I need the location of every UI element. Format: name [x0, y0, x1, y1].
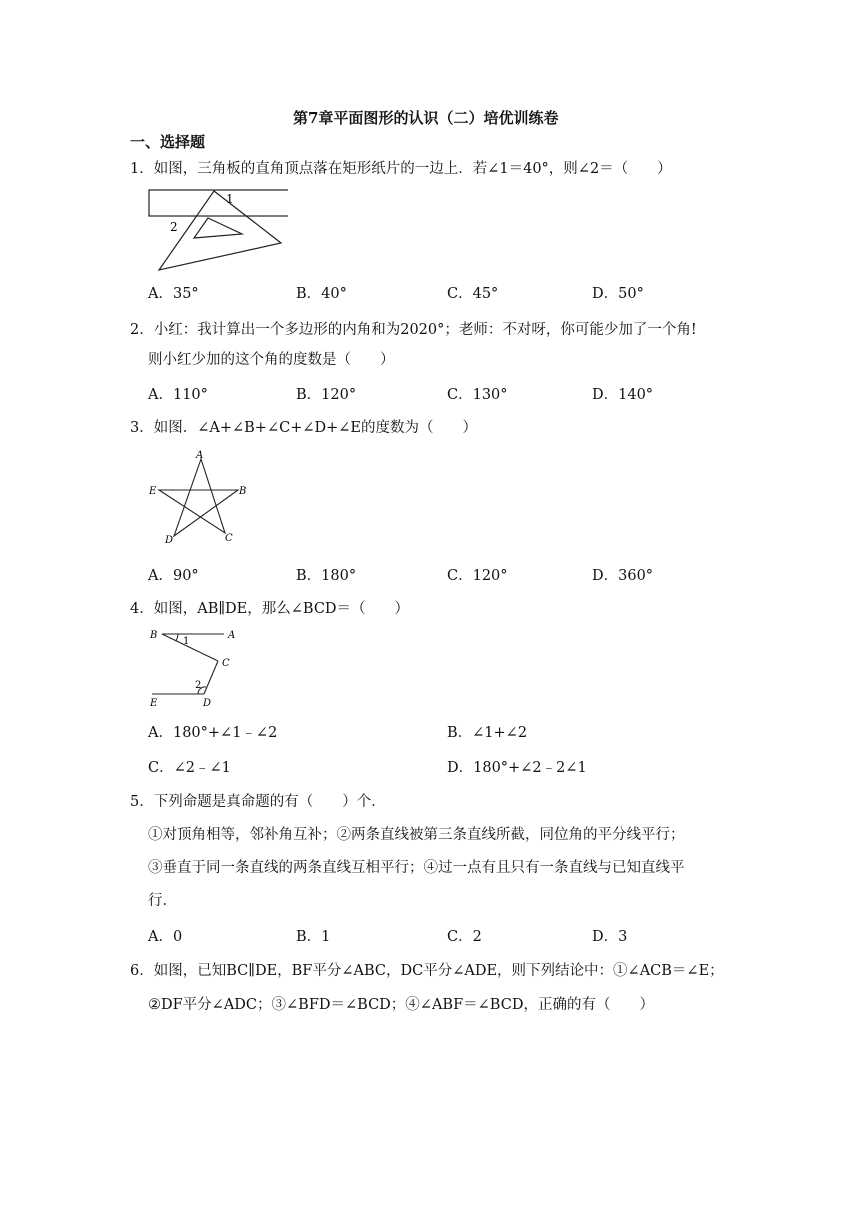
q2-option-a[interactable]: A．110° [148, 387, 208, 403]
point-d-label: D [203, 698, 212, 709]
q4-option-a[interactable]: A．180°+∠1﹣∠2 [148, 725, 278, 741]
angle-1-label: 1 [183, 636, 190, 647]
q1-option-d[interactable]: D．50° [592, 286, 644, 302]
point-c-label: C [222, 658, 230, 669]
q3-option-a[interactable]: A．90° [148, 568, 199, 584]
q5-option-b[interactable]: B．1 [296, 929, 331, 945]
question-3-star-figure [146, 448, 258, 548]
question-1-stem: 1．如图，三角板的直角顶点落在矩形纸片的一边上．若∠1＝40°，则∠2＝（ ） [130, 161, 672, 177]
point-a-label: A [228, 630, 236, 641]
question-5-stem: 5．下列命题是真命题的有（ ）个． [130, 794, 386, 810]
q4-option-b[interactable]: B．∠1+∠2 [447, 725, 528, 741]
q5-option-c[interactable]: C．2 [447, 929, 482, 945]
question-5-statement-line-1: ①对顶角相等，邻补角互补；②两条直线被第三条直线所截，同位角的平分线平行； [148, 827, 685, 843]
q2-option-c[interactable]: C．130° [447, 387, 508, 403]
point-d-label: D [165, 535, 174, 546]
question-5-statement-line-2: ③垂直于同一条直线的两条直线互相平行；④过一点有且只有一条直线与已知直线平 [148, 860, 685, 876]
q2-option-b[interactable]: B．120° [296, 387, 357, 403]
page-title: 第7章平面图形的认识（二）培优训练卷 [293, 109, 559, 127]
q3-option-b[interactable]: B．180° [296, 568, 357, 584]
point-c-label: C [225, 533, 233, 544]
question-4-stem: 4．如图，AB∥DE，那么∠BCD＝（ ） [130, 601, 410, 617]
angle-2-label: 2 [170, 220, 178, 234]
point-a-label: A [196, 450, 204, 461]
section-heading: 一、选择题 [130, 133, 206, 151]
question-6-line-2: ②DF平分∠ADC；③∠BFD＝∠BCD；④∠ABF＝∠BCD，正确的有（ ） [148, 997, 654, 1013]
question-2-line-1: 2．小红：我计算出一个多边形的内角和为2020°；老师：不对呀，你可能少加了一个角! [130, 322, 697, 338]
question-3-stem: 3．如图．∠A+∠B+∠C+∠D+∠E的度数为（ ） [130, 420, 478, 436]
question-2-line-2: 则小红少加的这个角的度数是（ ） [148, 352, 395, 368]
question-5-statement-line-3: 行． [148, 893, 177, 909]
question-1-figure [146, 186, 288, 274]
q4-option-c[interactable]: C．∠2﹣∠1 [148, 760, 231, 776]
angle-1-label: 1 [226, 192, 234, 206]
q3-option-c[interactable]: C．120° [447, 568, 508, 584]
point-b-label: B [239, 486, 247, 497]
q5-option-d[interactable]: D．3 [592, 929, 628, 945]
angle-2-label: 2 [195, 680, 202, 691]
point-e-label: E [150, 698, 158, 709]
q2-option-d[interactable]: D．140° [592, 387, 654, 403]
q1-option-c[interactable]: C．45° [447, 286, 499, 302]
point-b-label: B [150, 630, 158, 641]
point-e-label: E [149, 486, 157, 497]
q4-option-d[interactable]: D．180°+∠2﹣2∠1 [447, 760, 587, 776]
q1-option-b[interactable]: B．40° [296, 286, 347, 302]
question-4-figure [148, 624, 248, 710]
question-6-line-1: 6．如图，已知BC∥DE，BF平分∠ABC，DC平分∠ADE，则下列结论中：①∠ACB＝∠E； [130, 963, 724, 979]
q5-option-a[interactable]: A．0 [148, 929, 183, 945]
q3-option-d[interactable]: D．360° [592, 568, 654, 584]
q1-option-a[interactable]: A．35° [148, 286, 199, 302]
